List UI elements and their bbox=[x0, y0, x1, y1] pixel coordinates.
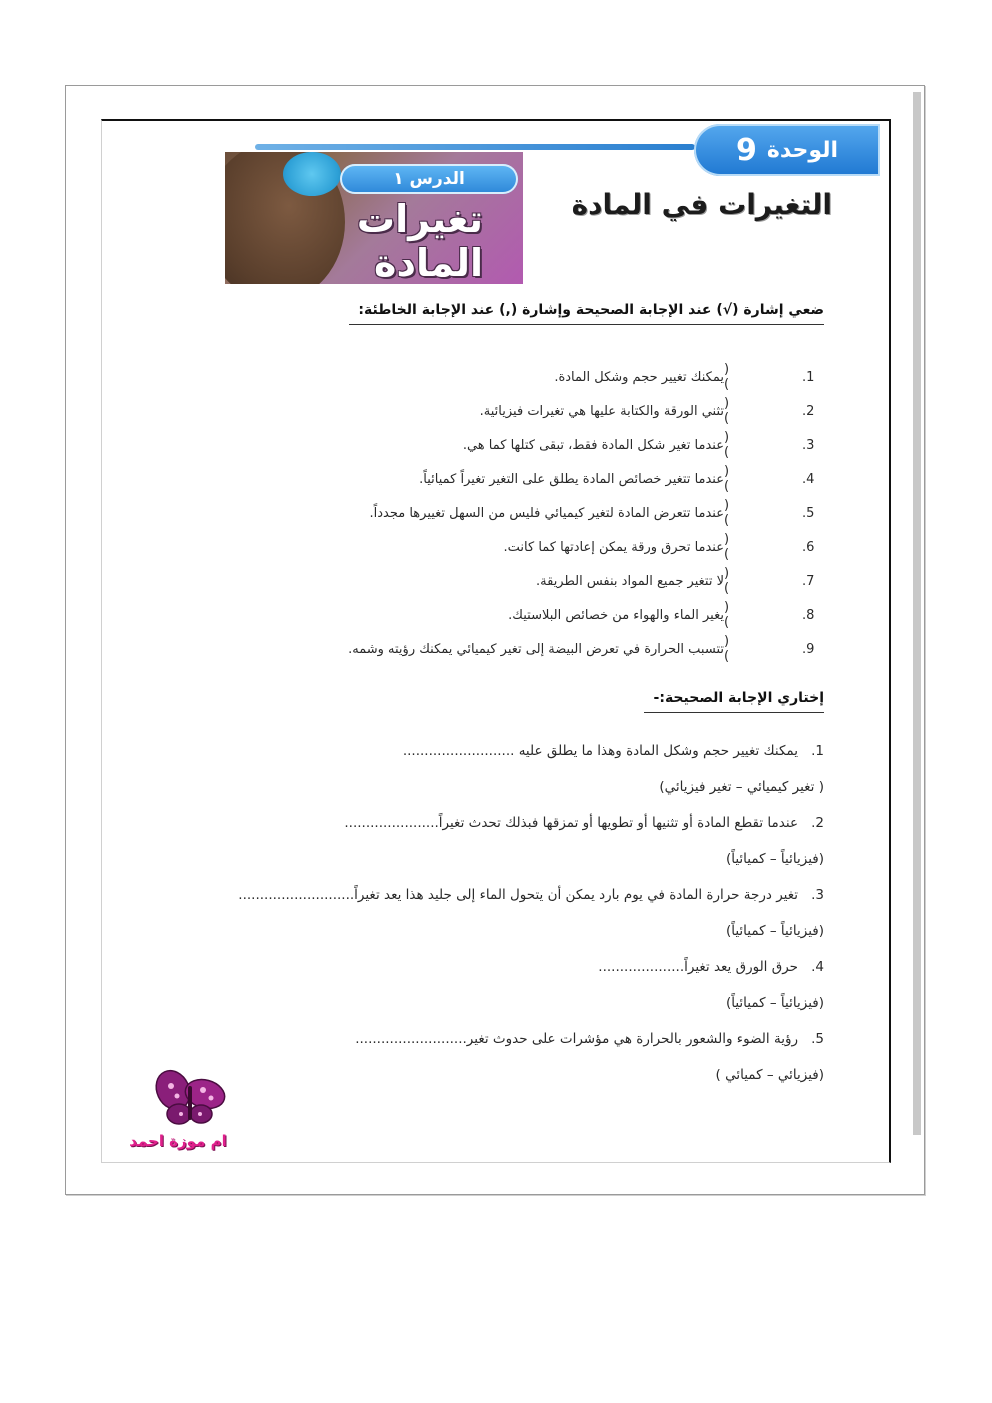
question-options: (فيزيائياً – كميائياً) bbox=[725, 851, 824, 867]
author-logo bbox=[113, 1068, 243, 1150]
item-number: 4. bbox=[802, 471, 815, 487]
item-number: 2. bbox=[802, 403, 815, 419]
list-item bbox=[224, 360, 824, 394]
question-number: 2. bbox=[811, 815, 824, 831]
item-text: تتسبب الحرارة في تعرض البيضة إلى تغير كيميائي يمكنك رؤيته وشمه. bbox=[348, 641, 724, 657]
item-text: تثني الورقة والكتابة عليها هي تغيرات فيزيائية. bbox=[479, 403, 724, 419]
item-number: 7. bbox=[802, 573, 815, 589]
question-text: عندما تقطع المادة أو تثنيها أو تطويها أو تمزقها فبذلك تحدث تغيراً...................... bbox=[344, 815, 798, 831]
question-text: تغير درجة حرارة المادة في يوم بارد يمكن أن يتحول الماء إلى جليد هذا يعد تغيراً........................... bbox=[238, 887, 798, 903]
unit-badge bbox=[694, 124, 880, 176]
question-row bbox=[144, 733, 824, 769]
list-item bbox=[224, 632, 824, 666]
question-number: 1. bbox=[811, 743, 824, 759]
item-number: 3. bbox=[802, 437, 815, 453]
answer-blank[interactable]: ( ) bbox=[724, 396, 748, 426]
question-number: 5. bbox=[811, 1031, 824, 1047]
list-item bbox=[224, 530, 824, 564]
item-number: 8. bbox=[802, 607, 815, 623]
list-item bbox=[224, 462, 824, 496]
answer-blank[interactable]: ( ) bbox=[724, 498, 748, 528]
question-row bbox=[144, 877, 824, 913]
question-options: (فيزيائي – كميائي ) bbox=[715, 1067, 824, 1083]
question-row bbox=[144, 805, 824, 841]
header-strip bbox=[255, 144, 695, 150]
item-number: 1. bbox=[802, 369, 815, 385]
item-text: عندما تتغير خصائص المادة يطلق على التغير تغيراً كميائياً. bbox=[419, 471, 724, 487]
question-number: 3. bbox=[811, 887, 824, 903]
lesson-label: الدرس ١ bbox=[340, 164, 518, 194]
answer-blank[interactable]: ( ) bbox=[724, 634, 748, 664]
true-false-list bbox=[224, 360, 824, 666]
list-item bbox=[224, 496, 824, 530]
item-number: 9. bbox=[802, 641, 815, 657]
question-text: حرق الورق يعد تغيراً.................... bbox=[598, 959, 798, 975]
item-text: لا تتغير جميع المواد بنفس الطريقة. bbox=[536, 573, 724, 589]
list-item bbox=[224, 394, 824, 428]
question-options: ( تغير كيميائي – تغير فيزيائي) bbox=[659, 779, 824, 795]
scrunchie-illustration bbox=[283, 152, 341, 196]
item-text: يمكنك تغيير حجم وشكل المادة. bbox=[554, 369, 724, 385]
answer-blank[interactable]: ( ) bbox=[724, 362, 748, 392]
question-row bbox=[144, 1021, 824, 1057]
list-item bbox=[224, 428, 824, 462]
lesson-title-line1: تغيرات bbox=[356, 197, 483, 241]
unit-label: الوحدة bbox=[766, 137, 839, 163]
answer-blank[interactable]: ( ) bbox=[724, 532, 748, 562]
question-text: رؤية الضوء والشعور بالحرارة هي مؤشرات على حدوث تغير.......................... bbox=[355, 1031, 798, 1047]
answer-blank[interactable]: ( ) bbox=[724, 566, 748, 596]
answer-blank[interactable]: ( ) bbox=[724, 464, 748, 494]
question-number: 4. bbox=[811, 959, 824, 975]
list-item bbox=[224, 598, 824, 632]
section1-heading: ضعي إشارة (√) عند الإجابة الصحيحة وإشارة (,) عند الإجابة الخاطئة: bbox=[349, 302, 824, 325]
question-text: يمكنك تغيير حجم وشكل المادة وهذا ما يطلق عليه .......................... bbox=[402, 743, 798, 759]
page-title: التغيرات في المادة bbox=[571, 188, 832, 221]
multiple-choice-list bbox=[144, 733, 824, 1093]
section2-heading: إختاري الإجابة الصحيحة:- bbox=[644, 690, 824, 713]
lesson-banner-image bbox=[225, 152, 523, 284]
item-number: 5. bbox=[802, 505, 815, 521]
item-text: عندما تغير شكل المادة فقط، تبقى كتلها كما هي. bbox=[462, 437, 724, 453]
butterfly-icon bbox=[113, 1068, 243, 1132]
unit-number: 9 bbox=[735, 132, 757, 168]
list-item bbox=[224, 564, 824, 598]
item-text: عندما تتعرض المادة لتغير كيميائي فليس من السهل تغييرها مجدداً. bbox=[369, 505, 724, 521]
question-options: (فيزيائياً – كميائياً) bbox=[725, 995, 824, 1011]
lesson-title-line2: المادة bbox=[374, 241, 483, 284]
item-text: يغير الماء والهواء من خصائص البلاستيك. bbox=[508, 607, 724, 623]
answer-blank[interactable]: ( ) bbox=[724, 600, 748, 630]
question-options: (فيزيائياً – كميائياً) bbox=[725, 923, 824, 939]
item-text: عندما تحرق ورقة يمكن إعادتها كما كانت. bbox=[503, 539, 724, 555]
question-row bbox=[144, 949, 824, 985]
answer-blank[interactable]: ( ) bbox=[724, 430, 748, 460]
item-number: 6. bbox=[802, 539, 815, 555]
logo-text: ام موزة احمد bbox=[129, 1132, 227, 1150]
page-shadow bbox=[913, 92, 921, 1135]
